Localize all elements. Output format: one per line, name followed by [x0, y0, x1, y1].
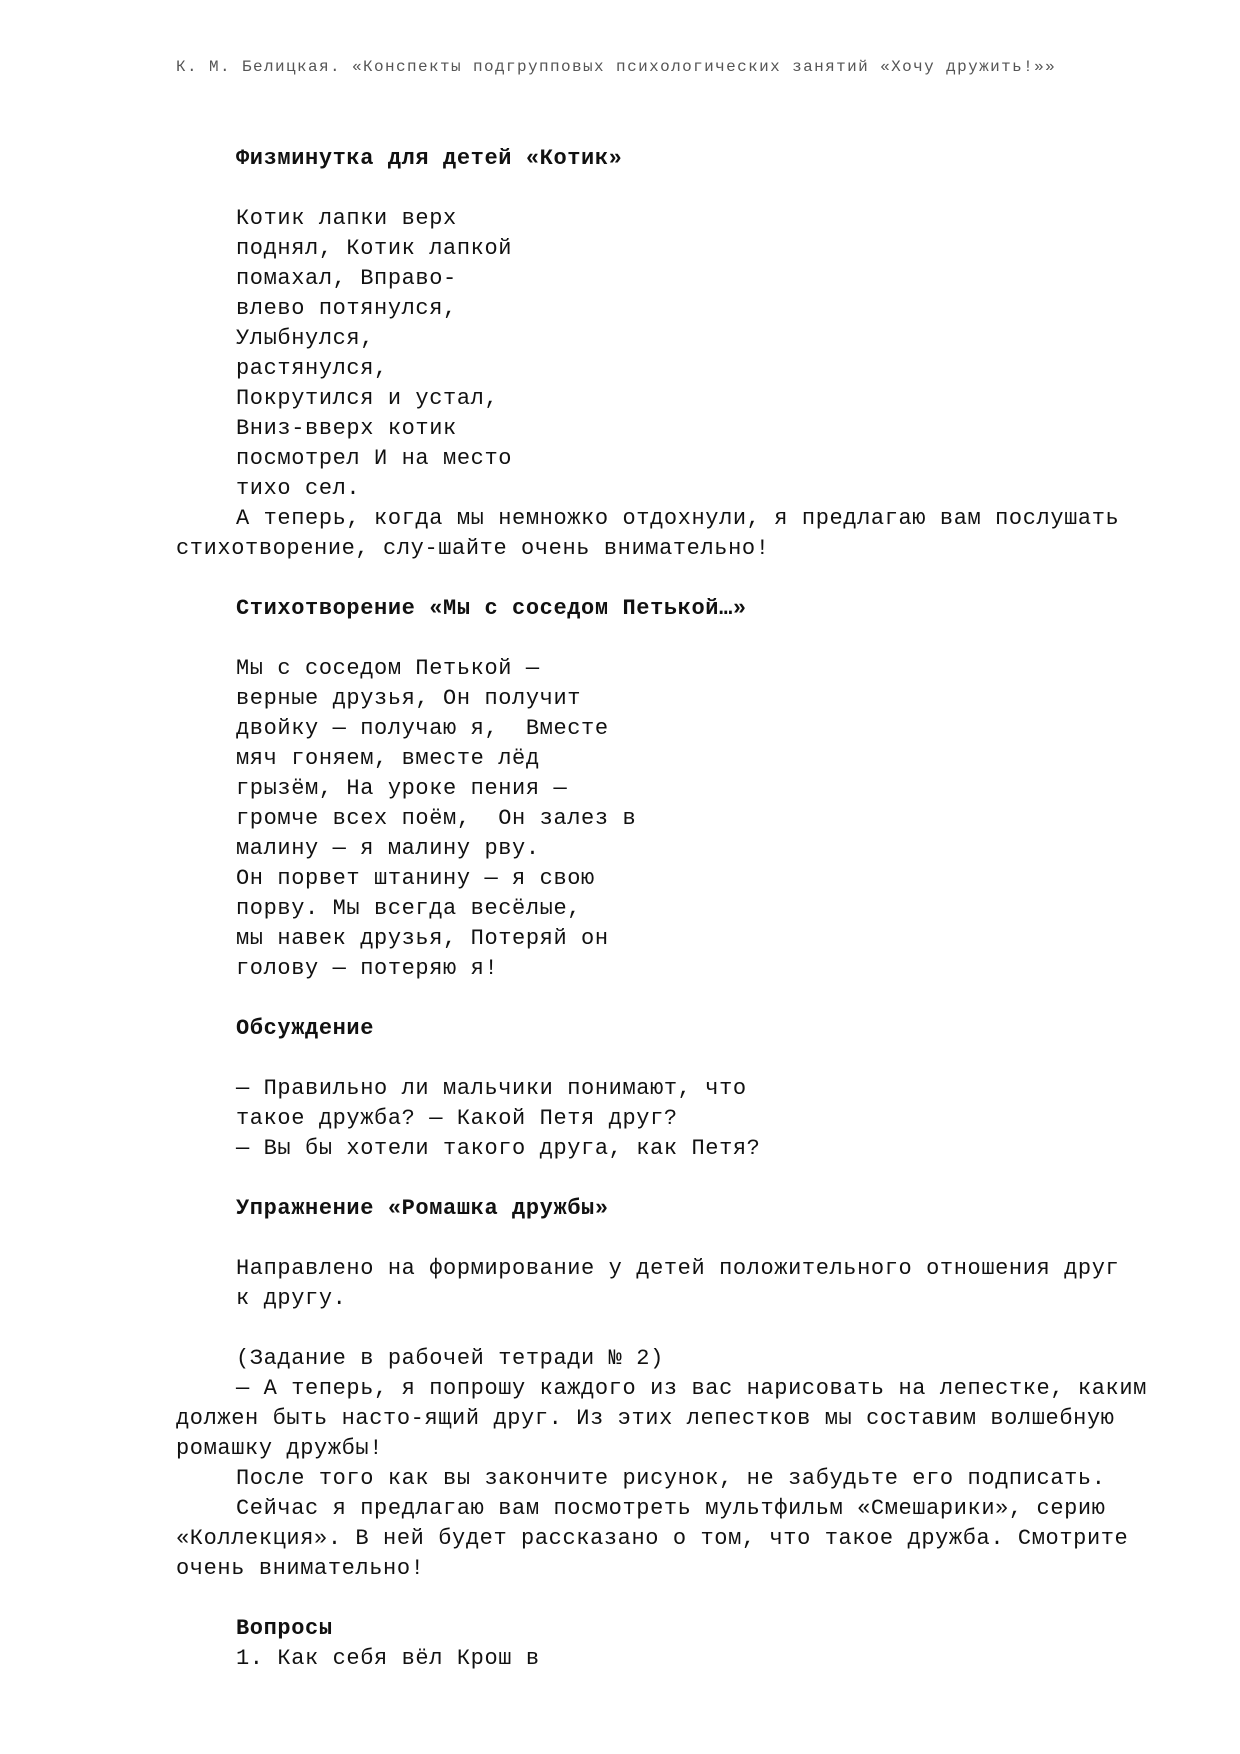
exercise-paragraph: После того как вы закончите рисунок, не забудьте его подписать.	[236, 1466, 1106, 1491]
verse-line: верные друзья, Он получит	[236, 686, 582, 711]
exercise-paragraph: — А теперь, я попрошу каждого из вас нарисовать на лепестке, каким должен быть насто-ящий друг. Из этих лепестков мы составим волшебную ромашку дружбы!	[176, 1376, 1147, 1461]
verse-line: порву. Мы всегда весёлые,	[236, 896, 582, 921]
verse-line: мы навек друзья, Потеряй он	[236, 926, 609, 951]
verse-line: голову — потеряю я!	[236, 956, 499, 981]
section-title-exercise: Упражнение «Ромашка дружбы»	[236, 1196, 609, 1221]
fizminutka-verse	[176, 204, 1176, 504]
verse-line: влево потянулся,	[236, 296, 457, 321]
discussion-line: — Правильно ли мальчики понимают, что	[236, 1076, 747, 1101]
discussion-list	[176, 1074, 1176, 1164]
section-title-questions: Вопросы	[236, 1616, 333, 1641]
verse-line: тихо сел.	[236, 476, 361, 501]
verse-line: грызём, На уроке пения —	[236, 776, 568, 801]
section-title-fizminutka: Физминутка для детей «Котик»	[236, 146, 623, 171]
question-item: 1. Как себя вёл Крош в	[236, 1646, 540, 1671]
verse-line: мяч гоняем, вместе лёд	[236, 746, 540, 771]
document-body	[176, 144, 1176, 1674]
discussion-line: такое дружба? — Какой Петя друг?	[236, 1106, 678, 1131]
verse-line: Вниз-вверх котик	[236, 416, 457, 441]
section-title-poem: Стихотворение «Мы с соседом Петькой…»	[236, 596, 747, 621]
verse-line: Он порвет штанину — я свою	[236, 866, 595, 891]
verse-line: малину — я малину рву.	[236, 836, 540, 861]
section-title-discussion: Обсуждение	[236, 1016, 375, 1041]
verse-line: помахал, Вправо-	[236, 266, 457, 291]
verse-line: Улыбнулся,	[236, 326, 375, 351]
verse-line: двойку — получаю я, Вместе	[236, 716, 609, 741]
running-header: К. М. Белицкая. «Конспекты подгрупповых психологических занятий «Хочу дружить!»»	[176, 58, 1057, 76]
verse-line: растянулся,	[236, 356, 388, 381]
verse-line: громче всех поём, Он залез в	[236, 806, 637, 831]
verse-line: Покрутился и устал,	[236, 386, 499, 411]
exercise-description-line: Направлено на формирование у детей положительного отношения друг	[236, 1256, 1120, 1281]
verse-line: поднял, Котик лапкой	[236, 236, 513, 261]
verse-line: посмотрел И на место	[236, 446, 513, 471]
exercise-description-line: к другу.	[236, 1286, 347, 1311]
poem-verse	[176, 654, 1176, 984]
fizminutka-after-paragraph: А теперь, когда мы немножко отдохнули, я предлагаю вам послушать стихотворение, слу-шайте очень внимательно!	[176, 506, 1120, 561]
discussion-line: — Вы бы хотели такого друга, как Петя?	[236, 1136, 761, 1161]
exercise-task-note: (Задание в рабочей тетради № 2)	[236, 1346, 664, 1371]
exercise-paragraph: Сейчас я предлагаю вам посмотреть мультфильм «Смешарики», серию «Коллекция». В ней будет рассказано о том, что такое дружба. Смотрите очень внимательно!	[176, 1496, 1129, 1581]
verse-line: Котик лапки верх	[236, 206, 457, 231]
verse-line: Мы с соседом Петькой —	[236, 656, 540, 681]
